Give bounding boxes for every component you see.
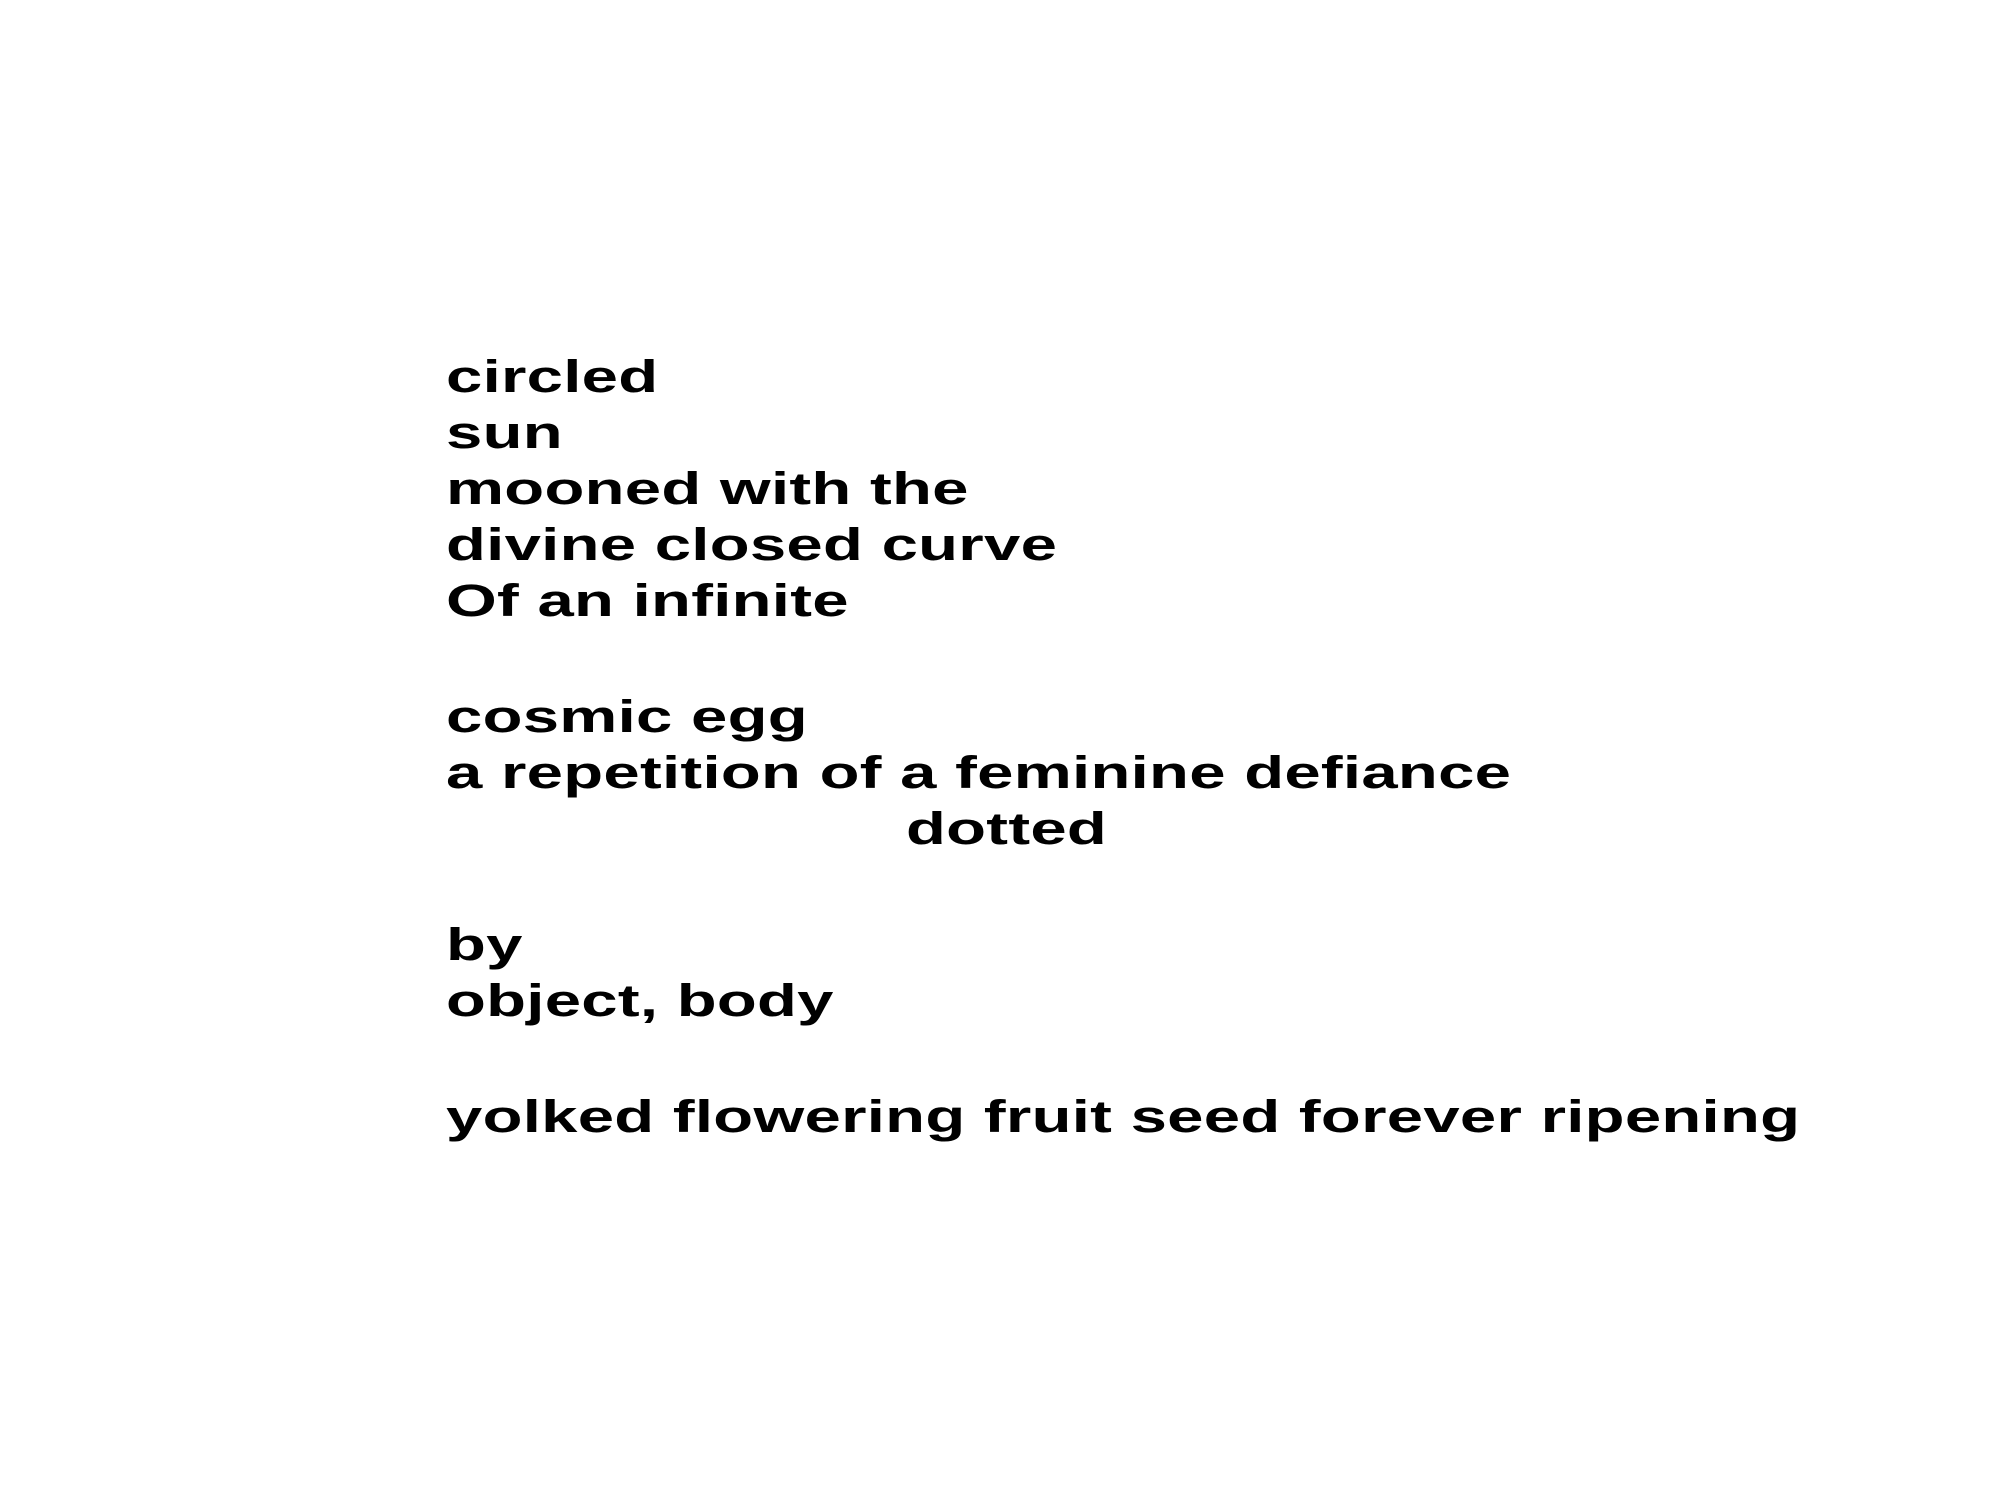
poem-line-text: object, body — [446, 975, 834, 1026]
poem — [446, 349, 1801, 1145]
poem-line — [446, 745, 1512, 801]
poem-line — [446, 917, 1380, 973]
poem-line-indented — [906, 801, 1380, 857]
poem-line-text: a repetition of a feminine defiance — [446, 747, 1512, 798]
poem-line — [446, 517, 1380, 573]
poem-line — [446, 1089, 1801, 1145]
poem-line — [446, 405, 1380, 461]
poem-line-text: cosmic egg — [446, 691, 808, 742]
stanza-break — [446, 629, 1380, 689]
poem-line-text: circled — [446, 351, 659, 402]
poem-line-text: mooned with the — [446, 463, 969, 514]
stanza-break — [446, 857, 1380, 917]
poem-line-text: sun — [446, 407, 563, 458]
poem-line — [446, 349, 1380, 405]
poem-line — [446, 573, 1380, 629]
stanza-break — [446, 1029, 1380, 1089]
poem-line — [446, 973, 1380, 1029]
poem-line-text: by — [446, 919, 523, 970]
poem-line-text: Of an infinite — [446, 575, 849, 626]
poem-line — [446, 689, 1380, 745]
poem-line — [446, 461, 1380, 517]
poem-line-text: dotted — [906, 803, 1108, 854]
poem-line-text: yolked flowering fruit seed forever ripening — [446, 1091, 1801, 1142]
poem-line-text: divine closed curve — [446, 519, 1058, 570]
